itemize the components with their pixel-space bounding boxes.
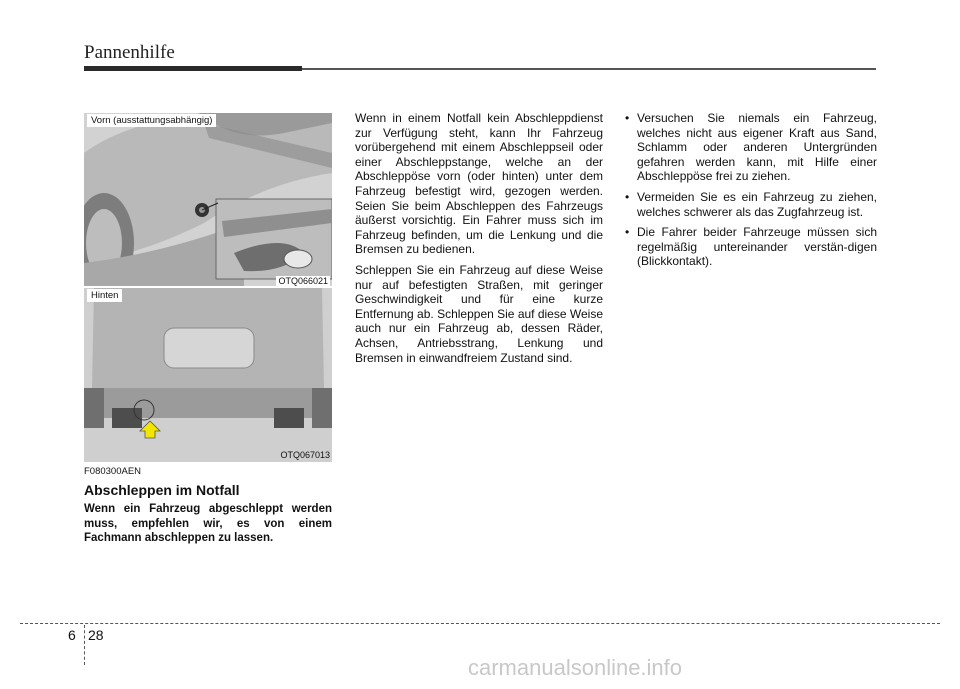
text-column-3 bbox=[623, 111, 877, 275]
list-item: • Versuchen Sie niemals ein Fahrzeug, welches nicht aus eigener Kraft aus Sand, Schlamm oder anderen Untergründen gefahren werden kann, mit Hilfe einer Abschleppöse frei zu ziehen. bbox=[623, 111, 877, 184]
rear-figure-code: OTQ067013 bbox=[280, 450, 330, 460]
page-header-title: Pannenhilfe bbox=[84, 42, 175, 63]
rear-tow-hook-figure bbox=[84, 288, 332, 462]
header-rule bbox=[302, 68, 876, 70]
watermark: carmanualsonline.info bbox=[468, 655, 683, 680]
front-car-illustration bbox=[84, 113, 332, 286]
front-figure-code: OTQ066021 bbox=[278, 276, 328, 286]
section-title: Abschleppen im Notfall bbox=[84, 482, 240, 498]
paragraph-1: Wenn in einem Notfall kein Abschleppdienst zur Verfügung steht, kann Ihr Fahrzeug vorübergehend mit einem Abschleppseil oder einer Abschleppstange, welche an der Abschleppöse vorn (oder hinten) unter dem Fahrzeug befestigt wird, gezogen werden. Seien Sie beim Abschleppen des Fahrzeugs äußerst vorsichtig. Ein Fahrer muss sich im Fahrzeug befinden, um die Lenkung und die Bremsen zu bedienen. bbox=[355, 111, 603, 257]
footer-rule bbox=[20, 623, 940, 624]
text-column-2 bbox=[355, 111, 603, 371]
rear-car-illustration bbox=[84, 288, 332, 462]
rear-figure-caption: Hinten bbox=[87, 289, 122, 302]
warning-list bbox=[623, 111, 877, 269]
footer-divider bbox=[84, 625, 85, 665]
front-figure-caption: Vorn (ausstattungsabhängig) bbox=[87, 114, 216, 127]
page-number: 28 bbox=[88, 627, 104, 643]
list-item: • Die Fahrer beider Fahrzeuge müssen sich regelmäßig untereinander verstän-digen (Blickkontakt). bbox=[623, 225, 877, 269]
list-item: • Vermeiden Sie es ein Fahrzeug zu ziehen, welches schwerer als das Zugfahrzeug ist. bbox=[623, 190, 877, 219]
front-tow-hook-figure bbox=[84, 113, 332, 286]
section-code: F080300AEN bbox=[84, 466, 142, 477]
chapter-number: 6 bbox=[68, 627, 76, 643]
header-bar bbox=[84, 66, 302, 71]
paragraph-2: Schleppen Sie ein Fahrzeug auf diese Weise nur auf befestigten Straßen, mit geringer Geschwindigkeit und für eine kurze Entfernung ab. Schleppen Sie auf diese Weise auch nur ein Fahrzeug ab, dessen Räder, Achsen, Antriebsstrang, Lenkung und Bremsen in einwandfreiem Zustand sind. bbox=[355, 262, 603, 365]
section-intro: Wenn ein Fahrzeug abgeschleppt werden muss, empfehlen wir, es von einem Fachmann abschleppen zu lassen. bbox=[84, 503, 332, 544]
